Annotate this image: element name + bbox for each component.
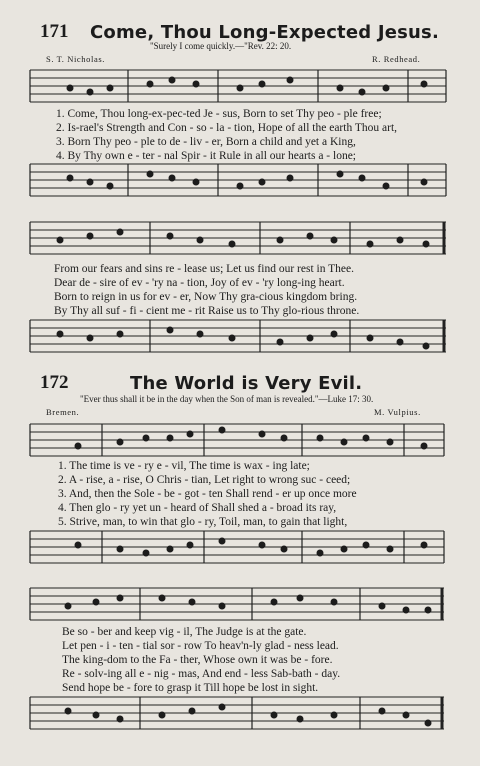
hymn-172-verse-3-line-1: 3. And, then the Sole - be - got - ten Shall rend - er up once more <box>58 488 357 500</box>
hymn-172-verse-4-line-2: Re - solv-ing all e - nig - mas, And end - less Sab-bath - day. <box>62 668 341 680</box>
hymn-171-composer: R. Redhead. <box>372 54 421 64</box>
hymn-171-treble-staff-1 <box>0 66 480 111</box>
hymn-171-epigraph: "Surely I come quickly.—"Rev. 22: 20. <box>150 41 292 51</box>
hymn-172-verse-4-line-1: 4. Then glo - ry yet un - heard of Shall shed a - broad its ray, <box>58 502 337 514</box>
hymn-171-bass-staff-1 <box>0 160 480 205</box>
hymn-172-verse-2-line-1: 2. A - rise, a - rise, O Chris - tian, Let right to wrong suc - ceed; <box>58 474 351 486</box>
hymn-172-verse-1-line-2: Be so - ber and keep vig - il, The Judge is at the gate. <box>62 626 307 638</box>
hymn-171-verse-1-line-2: From our fears and sins re - lease us; Let us find our rest in Thee. <box>54 263 354 275</box>
hymn-171-verse-4-line-2: By Thy all suf - fi - cient me - rit Raise us to Thy glo-rious throne. <box>54 305 360 317</box>
hymn-171-title: Come, Thou Long-Expected Jesus. <box>90 22 440 43</box>
hymn-171-verse-4-line-1: 4. By Thy own e - ter - nal Spir - it Rule in all our hearts a - lone; <box>56 150 356 162</box>
hymn-171-author: S. T. Nicholas. <box>46 54 105 64</box>
hymn-171-verse-3-line-2: Born to reign in us for ev - er, Now Thy gra-cious kingdom bring. <box>54 291 358 303</box>
hymn-172-tune: Bremen. <box>46 407 80 417</box>
hymn-172-number: 172 <box>40 372 69 393</box>
hymn-171-verse-3-line-1: 3. Born Thy peo - ple to de - liv - er, Born a child and yet a King, <box>56 136 356 148</box>
hymn-172-title: The World is Very Evil. <box>130 373 363 394</box>
hymn-172-treble-staff-2 <box>0 584 480 629</box>
hymn-171-verse-1-line-1: 1. Come, Thou long-ex-pec-ted Je - sus, Born to set Thy peo - ple free; <box>56 108 382 120</box>
hymn-171-number: 171 <box>40 21 69 42</box>
hymn-172-composer: M. Vulpius. <box>374 407 421 417</box>
hymn-171-bass-staff-2 <box>0 316 480 361</box>
hymn-172-verse-1-line-1: 1. The time is ve - ry e - vil, The time is wax - ing late; <box>58 460 310 472</box>
hymn-172-epigraph: "Ever thus shall it be in the day when the Son of man is revealed."—Luke 17: 30. <box>80 394 374 404</box>
hymn-171-treble-staff-2 <box>0 218 480 263</box>
hymn-171-verse-2-line-2: Dear de - sire of ev - 'ry na - tion, Joy of ev - 'ry long-ing heart. <box>54 277 345 289</box>
hymn-171-verse-2-line-1: 2. Is-rael's Strength and Con - so - la - tion, Hope of all the earth Thou art, <box>56 122 398 134</box>
hymn-172-verse-5-line-1: 5. Strive, man, to win that glo - ry, Toil, man, to gain that light, <box>58 516 348 528</box>
hymn-172-verse-3-line-2: The king-dom to the Fa - ther, Whose own it was be - fore. <box>62 654 333 666</box>
hymn-172-verse-2-line-2: Let pen - i - ten - tial sor - row To heav'n-ly glad - ness lead. <box>62 640 339 652</box>
hymn-172-bass-staff-1 <box>0 527 480 572</box>
hymn-172-verse-5-line-2: Send hope be - fore to grasp it Till hope be lost in sight. <box>62 682 319 694</box>
hymn-172-bass-staff-2 <box>0 693 480 738</box>
